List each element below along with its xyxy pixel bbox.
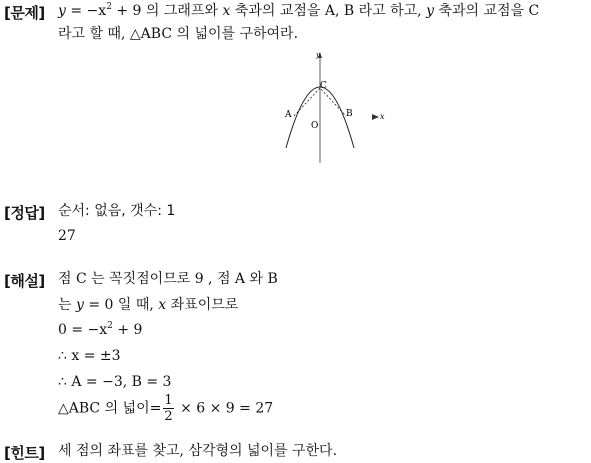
problem-x-var: x [222, 3, 231, 19]
exp-line2-x: x [158, 297, 167, 313]
exp-line2-c: 좌표이므로 [166, 297, 239, 313]
problem-eq-exponent: 2 [106, 2, 112, 12]
problem-text-a: 의 그래프와 [141, 3, 223, 19]
explanation-label: [해설] [4, 272, 45, 290]
problem-text-b: 축과의 교점을 A, B 라고 하고, [230, 3, 427, 19]
answer-label: [정답] [4, 204, 45, 222]
exp-line6-b: × 6 × 9 = 27 [175, 400, 274, 417]
y-axis-label: y [316, 51, 320, 59]
fraction-denominator: 2 [164, 409, 173, 424]
problem-label: [문제] [4, 4, 45, 22]
answer-line1: 순서: 없음, 갯수: 1 [58, 203, 176, 219]
point-a-label: A [285, 110, 292, 120]
fraction-numerator: 1 [164, 393, 173, 408]
x-axis-label: x [380, 112, 385, 121]
problem-eq-y: y [58, 3, 66, 19]
point-b-label: B [346, 109, 353, 119]
origin-label: O [311, 121, 319, 131]
explanation-line1: 점 C 는 꼭짓점이므로 9 , 점 A 와 B [58, 271, 278, 287]
exp-line3-b: + 9 [112, 322, 143, 338]
problem-text-c: 축과의 교점을 C [433, 3, 540, 19]
problem-eq-tail: + 9 [111, 3, 142, 19]
exp-line6-a: △ABC 의 넓이= [58, 400, 162, 417]
exp-line3-exponent: 2 [107, 321, 113, 331]
fraction-one-half [163, 393, 173, 424]
exp-line2-a: 는 [58, 297, 76, 313]
x-axis-arrow [372, 114, 379, 120]
problem-eq-rhs: = −x [65, 3, 107, 19]
parabola-graph [280, 48, 390, 166]
explanation-line5: ∴ A = −3, B = 3 [58, 374, 172, 390]
hint-label: [힌트] [4, 444, 45, 462]
point-c-label: C [320, 81, 327, 91]
explanation-line6 [58, 393, 273, 424]
problem-text-line2: 라고 할 때, △ABC 의 넓이를 구하여라. [58, 26, 299, 42]
exp-line3-a: 0 = −x [58, 322, 108, 338]
explanation-line2 [58, 296, 238, 314]
answer-value: 27 [58, 228, 76, 244]
exp-line2-b: = 0 일 때, [83, 297, 159, 313]
problem-text-line1 [58, 2, 539, 20]
explanation-line3 [58, 321, 142, 339]
hint-line1: 세 점의 좌표를 찾고, 삼각형의 넓이를 구한다. [58, 443, 338, 459]
exp-line2-y: y [75, 297, 84, 313]
explanation-line4: ∴ x = ±3 [58, 348, 121, 364]
problem-y-var: y [426, 3, 434, 19]
